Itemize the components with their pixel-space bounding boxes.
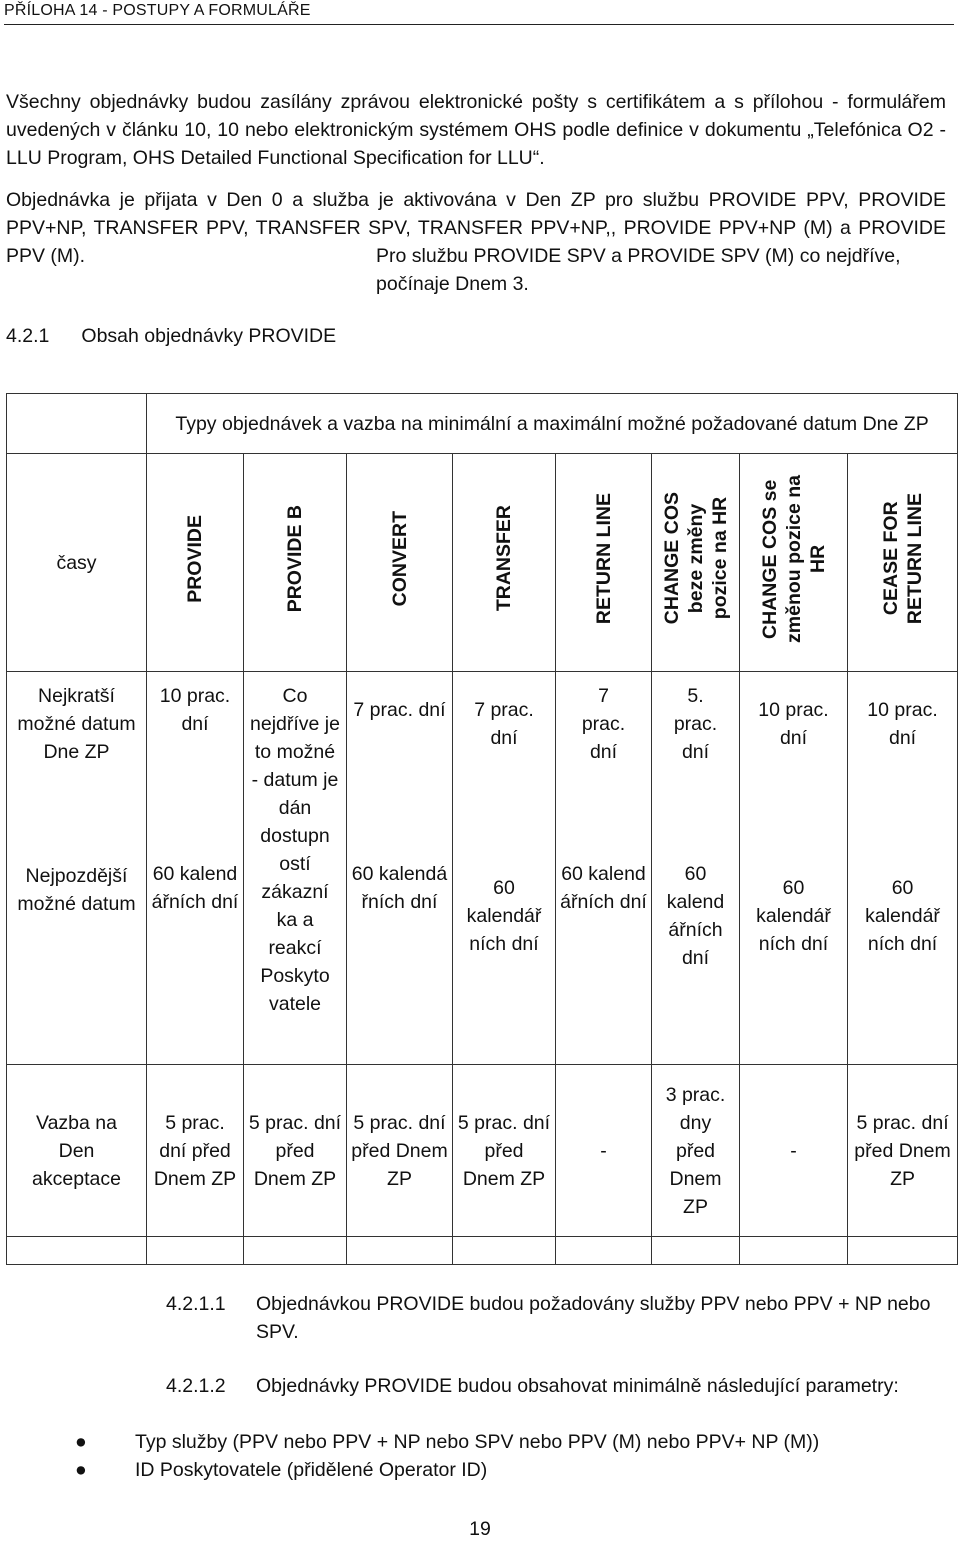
col-header-cease-return-line: CEASE FOR RETURN LINE	[848, 454, 958, 672]
row-label-max-date: Nejpozdější možné datum	[17, 865, 136, 915]
cell-return-line-dates	[556, 672, 652, 1065]
table-empty-row	[7, 1237, 958, 1265]
col-header-change-cos-no-hr: CHANGE COS beze změny pozice na HR	[652, 454, 740, 672]
empty-cell	[652, 1237, 740, 1265]
section-title: Obsah objednávky PROVIDE	[81, 325, 337, 347]
cell-change-cos-no-hr-accept: 3 prac. dny před Dnem ZP	[652, 1065, 740, 1237]
bullet-icon: ●	[75, 1431, 87, 1453]
page-number: 19	[469, 1518, 491, 1540]
cell-change-cos-no-hr-min: 5. prac. dní	[673, 685, 718, 763]
cell-provide-dates	[147, 672, 244, 1065]
intro-paragraph-1: Všechny objednávky budou zasílány zprávou elektronické pošty s certifikátem a s přílohou - formulářem uvedených v článku 10, 10 nebo elektronickým systémem OHS podle definice v dokumentu „Telefónica O2 - LLU Program, OHS Detailed Functional Specification for LLU“.	[6, 91, 946, 169]
subsection-number: 4.2.1.2	[166, 1375, 226, 1397]
cell-convert-accept: 5 prac. dní před Dnem ZP	[347, 1065, 453, 1237]
empty-cell	[347, 1237, 453, 1265]
cell-transfer-accept: 5 prac. dní před Dnem ZP	[453, 1065, 556, 1237]
cell-provide-b-accept: 5 prac. dní před Dnem ZP	[244, 1065, 347, 1237]
cell-convert-dates	[347, 672, 453, 1065]
cell-change-cos-no-hr-max: 60 kalend ářních dní	[666, 863, 725, 969]
cell-provide-accept: 5 prac. dní před Dnem ZP	[147, 1065, 244, 1237]
row-labels-dates	[7, 672, 147, 1065]
order-types-table	[6, 393, 958, 1265]
subsection-number: 4.2.1.1	[166, 1293, 226, 1315]
empty-cell	[848, 1237, 958, 1265]
cell-provide-min: 10 prac. dní	[159, 685, 231, 735]
subsection-text: Objednávky PROVIDE budou obsahovat minimálně následující parametry:	[256, 1375, 899, 1397]
cell-change-cos-hr-dates	[740, 672, 848, 1065]
subsection-4-2-1-2	[166, 1372, 946, 1432]
cell-cease-accept: 5 prac. dní před Dnem ZP	[848, 1065, 958, 1237]
cell-change-cos-hr-accept: -	[740, 1065, 848, 1237]
row-label-acceptance: Vazba na Den akceptace	[7, 1065, 147, 1237]
cell-cease-max: 60 kalendář ních dní	[865, 877, 940, 955]
intro-paragraph-2: Objednávka je přijata v Den 0 a služba je aktivována v Den ZP pro službu PROVIDE PPV, PROVIDE PPV+NP, TRANSFER PPV, TRANSFER SPV, TRANSFER PPV+NP,, PROVIDE PPV+NP (M) a PROVIDE PPV (M).	[6, 189, 946, 267]
empty-cell	[147, 1237, 244, 1265]
col-header-transfer: TRANSFER	[453, 454, 556, 672]
row-label-min-date: Nejkratší možné datum Dne ZP	[17, 685, 136, 763]
empty-cell	[556, 1237, 652, 1265]
bullet-text: ID Poskytovatele (přidělené Operator ID)	[135, 1459, 488, 1481]
subsection-text: Objednávkou PROVIDE budou požadovány služby PPV nebo PPV + NP nebo SPV.	[256, 1293, 931, 1343]
empty-cell	[7, 1237, 147, 1265]
cell-return-line-max: 60 kalend ářních dní	[560, 863, 647, 913]
cell-provide-max: 60 kalend ářních dní	[151, 863, 239, 913]
col-header-convert: CONVERT	[347, 454, 453, 672]
col-header-return-line: RETURN LINE	[556, 454, 652, 672]
page-header-title: PŘÍLOHA 14 - POSTUPY A FORMULÁŘE	[4, 2, 311, 19]
empty-cell	[740, 1237, 848, 1265]
cell-transfer-max: 60 kalendář ních dní	[466, 877, 542, 955]
cell-transfer-min: 7 prac. dní	[474, 699, 534, 749]
cell-change-cos-hr-min: 10 prac. dní	[758, 699, 829, 749]
cell-return-line-min: 7 prac. dní	[581, 685, 626, 763]
bullet-icon: ●	[75, 1459, 87, 1481]
subsection-4-2-1-1	[166, 1290, 946, 1350]
cell-change-cos-no-hr-dates	[652, 672, 740, 1065]
empty-cell	[244, 1237, 347, 1265]
cell-transfer-dates	[453, 672, 556, 1065]
cell-return-line-accept: -	[556, 1065, 652, 1237]
cell-provide-b-merged: Co nejdříve je to možné - datum je dán dostupn ostí zákazní ka a reakcí Poskyto vatele	[244, 672, 347, 1065]
empty-cell	[453, 1237, 556, 1265]
cell-cease-dates	[848, 672, 958, 1065]
corner-label: časy	[7, 454, 147, 672]
col-header-provide: PROVIDE	[147, 454, 244, 672]
cell-cease-min: 10 prac. dní	[867, 699, 938, 749]
table-caption: Typy objednávek a vazba na minimální a maximální možné požadované datum Dne ZP	[147, 394, 958, 454]
section-number: 4.2.1	[6, 325, 50, 347]
header-divider	[4, 24, 954, 25]
table-caption-spacer	[7, 394, 147, 454]
table-row-acceptance	[7, 1065, 958, 1237]
bullet-text: Typ služby (PPV nebo PPV + NP nebo SPV nebo PPV (M) nebo PPV+ NP (M))	[135, 1431, 820, 1453]
table-row-dates	[7, 672, 958, 1065]
intro-paragraph-2-end: Pro službu PROVIDE SPV a PROVIDE SPV (M) co nejdříve, počínaje Dnem 3.	[376, 245, 901, 295]
section-heading	[6, 325, 336, 348]
col-header-change-cos-hr: CHANGE COS se změnou pozice na HR	[740, 454, 848, 672]
cell-convert-max: 60 kalendá řních dní	[351, 863, 448, 913]
cell-convert-min: 7 prac. dní	[353, 699, 446, 721]
col-header-provide-b: PROVIDE B	[244, 454, 347, 672]
cell-change-cos-hr-max: 60 kalendář ních dní	[756, 877, 831, 955]
table-header-row	[7, 454, 958, 672]
